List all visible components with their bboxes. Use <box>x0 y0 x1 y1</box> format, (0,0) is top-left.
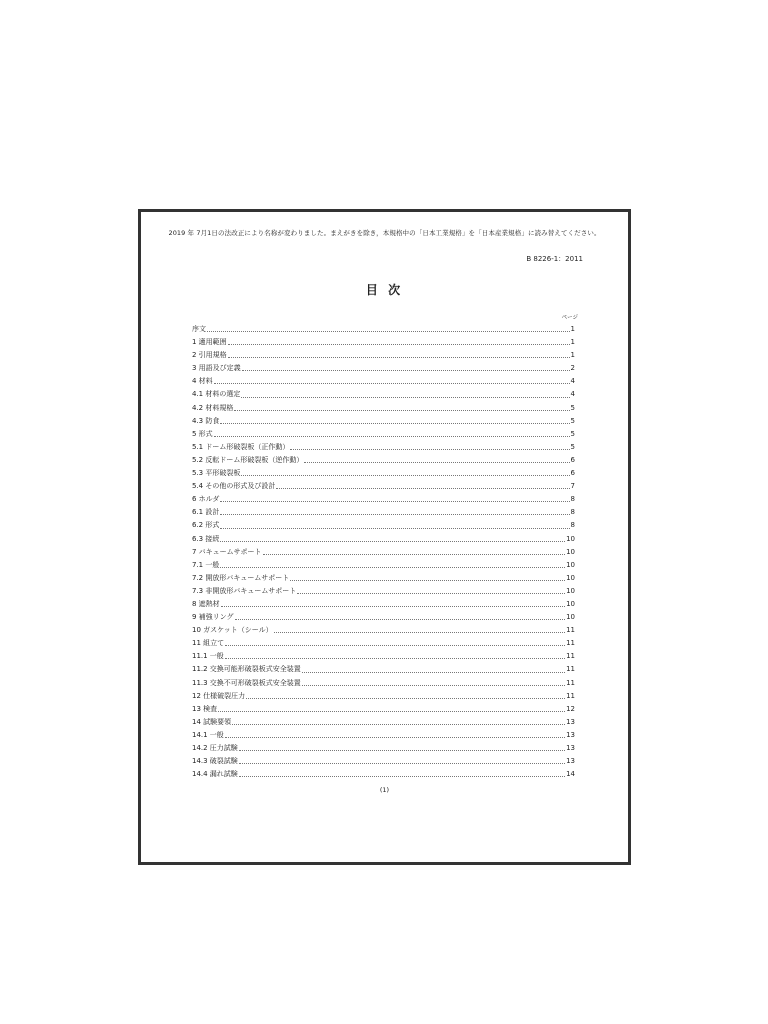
dot-leader <box>220 513 569 515</box>
toc-entry-page: 13 <box>566 757 575 766</box>
toc-entry[interactable] <box>192 598 575 611</box>
table-of-contents <box>192 323 575 781</box>
dot-leader <box>302 684 565 686</box>
toc-entry-page: 11 <box>566 639 575 648</box>
toc-entry-page: 5 <box>570 442 575 451</box>
dot-leader <box>220 527 569 529</box>
toc-entry[interactable] <box>192 493 575 506</box>
toc-entry-page: 13 <box>566 717 575 726</box>
toc-entry-page: 6 <box>570 455 575 464</box>
toc-entry-page: 10 <box>566 613 575 622</box>
toc-entry-page: 10 <box>566 534 575 543</box>
toc-entry-page: 8 <box>570 521 575 530</box>
dot-leader <box>220 500 569 502</box>
toc-entry-label: 7.2 開放形バキュームサポート <box>192 573 290 582</box>
toc-entry-label: 14.3 破裂試験 <box>192 757 238 766</box>
toc-entry[interactable] <box>192 467 575 480</box>
toc-entry-page: 11 <box>566 691 575 700</box>
dot-leader <box>274 631 565 633</box>
toc-entry-page: 13 <box>566 744 575 752</box>
toc-entry-page: 11 <box>566 665 575 674</box>
toc-entry-page: 11 <box>566 652 575 661</box>
toc-entry[interactable] <box>192 441 575 454</box>
toc-entry-label: 7.1 一般 <box>192 560 220 569</box>
toc-entry-label: 4.3 防食 <box>192 416 220 425</box>
toc-entry[interactable] <box>192 716 575 729</box>
toc-entry[interactable] <box>192 402 575 415</box>
toc-entry-label: 5 形式 <box>192 429 213 438</box>
toc-entry-label: 13 検査 <box>192 704 218 713</box>
dot-leader <box>263 553 566 555</box>
toc-entry-label: 5.3 平形破裂板 <box>192 469 241 478</box>
toc-entry-page: 10 <box>566 560 575 569</box>
toc-entry[interactable] <box>192 585 575 598</box>
toc-entry[interactable] <box>192 572 575 585</box>
dot-leader <box>241 396 569 398</box>
document-page <box>138 209 631 865</box>
toc-entry[interactable] <box>192 742 575 755</box>
toc-entry[interactable] <box>192 375 575 388</box>
toc-entry[interactable] <box>192 755 575 768</box>
dot-leader <box>235 618 566 620</box>
toc-entry-page: 11 <box>566 626 575 635</box>
toc-entry[interactable] <box>192 650 575 663</box>
dot-leader <box>276 487 569 489</box>
dot-leader <box>242 369 570 371</box>
toc-entry-label: 6.2 形式 <box>192 521 220 530</box>
toc-entry[interactable] <box>192 454 575 467</box>
dot-leader <box>218 710 565 712</box>
toc-entry[interactable] <box>192 546 575 559</box>
toc-entry[interactable] <box>192 637 575 650</box>
toc-entry[interactable] <box>192 624 575 637</box>
toc-entry-label: 10 ガスケット（シール） <box>192 626 273 635</box>
toc-entry[interactable] <box>192 480 575 493</box>
toc-entry-page: 1 <box>570 338 575 347</box>
toc-entry-page: 11 <box>566 678 575 687</box>
dot-leader <box>228 343 570 345</box>
dot-leader <box>297 592 565 594</box>
page-title: 目 次 <box>365 283 404 297</box>
dot-leader <box>241 474 569 476</box>
toc-entry-label: 7.3 非開放形バキュームサポート <box>192 586 297 595</box>
toc-entry-page: 5 <box>570 416 575 425</box>
toc-entry-label: 9 補強リング <box>192 613 234 622</box>
toc-entry-label: 序文 <box>192 325 206 333</box>
toc-entry[interactable] <box>192 362 575 375</box>
toc-entry-page: 4 <box>570 377 575 386</box>
toc-entry[interactable] <box>192 349 575 362</box>
toc-entry-page: 7 <box>570 482 575 491</box>
toc-entry-label: 6.3 接続 <box>192 534 220 543</box>
toc-entry-page: 14 <box>566 770 575 779</box>
toc-entry-page: 1 <box>570 351 575 360</box>
toc-entry-page: 12 <box>566 704 575 713</box>
toc-entry[interactable] <box>192 428 575 441</box>
page-number-footer: (1) <box>379 786 390 794</box>
dot-leader <box>214 435 570 437</box>
toc-entry[interactable] <box>192 729 575 742</box>
toc-entry-label: 11.3 交換不可形破裂板式安全装置 <box>192 678 301 687</box>
toc-entry-label: 5.2 反転ドーム形破裂板（逆作動） <box>192 455 304 464</box>
toc-entry[interactable] <box>192 533 575 546</box>
dot-leader <box>290 579 565 581</box>
dot-leader <box>225 736 565 738</box>
dot-leader <box>239 749 565 751</box>
toc-entry-label: 11.1 一般 <box>192 652 224 661</box>
dot-leader <box>239 762 565 764</box>
toc-entry-page: 10 <box>566 599 575 608</box>
toc-entry-label: 3 用語及び定義 <box>192 364 241 373</box>
dot-leader <box>228 356 570 358</box>
toc-entry-page: 10 <box>566 586 575 595</box>
toc-entry[interactable] <box>192 415 575 428</box>
toc-entry-label: 11 組立て <box>192 639 225 648</box>
toc-entry-page: 5 <box>570 403 575 412</box>
dot-leader <box>239 775 565 777</box>
toc-entry-label: 5.4 その他の形式及び設計 <box>192 482 276 491</box>
dot-leader <box>225 644 565 646</box>
toc-entry-label: 4.1 材料の選定 <box>192 390 241 399</box>
toc-entry[interactable] <box>192 703 575 716</box>
toc-entry-page: 2 <box>570 364 575 373</box>
toc-entry-page: 1 <box>570 325 575 333</box>
toc-entry-label: 4 材料 <box>192 377 213 386</box>
toc-entry-page: 6 <box>570 469 575 478</box>
toc-entry[interactable] <box>192 768 575 781</box>
dot-leader <box>290 448 569 450</box>
toc-entry[interactable] <box>192 677 575 690</box>
dot-leader <box>221 605 565 607</box>
dot-leader <box>220 540 565 542</box>
toc-entry-label: 14.4 漏れ試験 <box>192 770 238 779</box>
dot-leader <box>232 723 565 725</box>
dot-leader <box>207 330 570 332</box>
toc-entry[interactable] <box>192 690 575 703</box>
toc-entry[interactable] <box>192 663 575 676</box>
toc-entry[interactable] <box>192 506 575 519</box>
toc-entry-label: 14.2 圧力試験 <box>192 744 238 752</box>
toc-entry[interactable] <box>192 519 575 532</box>
toc-entry[interactable] <box>192 323 575 336</box>
dot-leader <box>302 671 565 673</box>
dot-leader <box>220 422 569 424</box>
toc-entry-label: 12 仕様破裂圧力 <box>192 691 246 700</box>
dot-leader <box>304 461 569 463</box>
toc-entry-label: 6.1 設計 <box>192 508 220 517</box>
toc-entry-label: 2 引用規格 <box>192 351 227 360</box>
toc-entry-label: 11.2 交換可能形破裂板式安全装置 <box>192 665 301 674</box>
toc-entry-page: 4 <box>570 390 575 399</box>
toc-entry[interactable] <box>192 388 575 401</box>
toc-entry-label: 14 試験要領 <box>192 717 232 726</box>
toc-entry-label: 6 ホルダ <box>192 495 220 504</box>
toc-entry-label: 1 適用範囲 <box>192 338 227 347</box>
toc-entry[interactable] <box>192 559 575 572</box>
dot-leader <box>234 409 569 411</box>
dot-leader <box>214 382 570 384</box>
name-change-notice: 2019 年 7月1日の法改正により名称が変わりました。まえがきを除き，本規格中の「日本工業規格」を「日本産業規格」に読み替えてください。 <box>168 229 601 237</box>
toc-entry-label: 14.1 一般 <box>192 730 224 739</box>
toc-entry-page: 5 <box>570 429 575 438</box>
toc-entry-label: 4.2 材料規格 <box>192 403 234 412</box>
toc-entry-label: 8 遮熱材 <box>192 599 220 608</box>
toc-entry-label: 5.1 ドーム形破裂板（正作動） <box>192 442 290 451</box>
toc-entry-label: 7 バキュームサポート <box>192 547 262 556</box>
dot-leader <box>246 697 565 699</box>
dot-leader <box>225 657 565 659</box>
toc-entry-page: 8 <box>570 508 575 517</box>
dot-leader <box>220 566 565 568</box>
toc-entry[interactable] <box>192 611 575 624</box>
toc-entry-page: 10 <box>566 573 575 582</box>
toc-entry-page: 13 <box>566 730 575 739</box>
toc-entry-page: 8 <box>570 495 575 504</box>
document-number: B 8226-1：2011 <box>526 255 583 263</box>
toc-entry-page: 10 <box>566 547 575 556</box>
toc-entry[interactable] <box>192 336 575 349</box>
page-column-header: ページ <box>561 315 578 321</box>
